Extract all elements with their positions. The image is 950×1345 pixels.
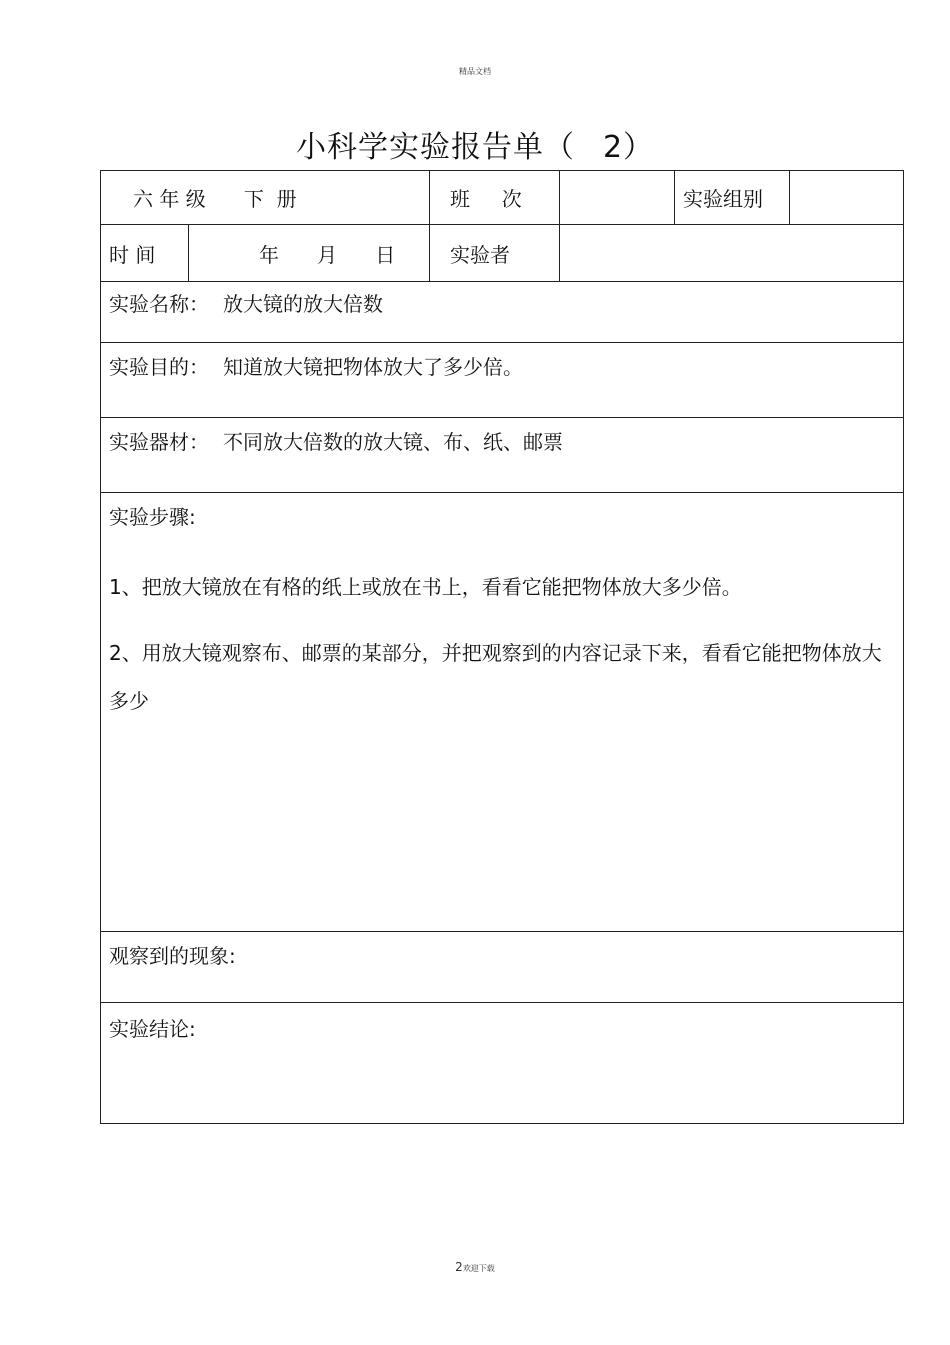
group-value-field[interactable] — [790, 171, 904, 225]
phenomenon-label: 观察到的现象: — [109, 944, 236, 968]
group-label: 实验组别 — [675, 171, 790, 225]
experiment-steps — [101, 493, 903, 725]
experiment-steps-row — [101, 493, 904, 932]
conclusion-row — [101, 1003, 904, 1124]
title-number: 2） — [602, 130, 655, 165]
experiment-purpose — [101, 343, 903, 379]
title-text: 小科学实验报告单（ — [295, 130, 575, 165]
step-2: 2、用放大镜观察布、邮票的某部分，并把观察到的内容记录下来，看看它能把物体放大多少 — [109, 641, 882, 713]
footer-text: 欢迎下载 — [462, 1264, 495, 1273]
page-title — [0, 122, 950, 166]
experiment-name-label: 实验名称： — [109, 292, 209, 316]
experiment-name-value: 放大镜的放大倍数 — [223, 292, 383, 316]
material-value: 不同放大倍数的放大镜、布、纸、邮票 — [223, 430, 563, 454]
material-label: 实验器材： — [109, 430, 209, 454]
footer-page-number: 2 — [455, 1260, 463, 1274]
time-row — [101, 225, 904, 282]
steps-label: 实验步骤: — [109, 505, 196, 529]
step-1: 1、把放大镜放在有格的纸上或放在书上，看看它能把物体放大多少倍。 — [109, 575, 742, 599]
class-label: 班 次 — [430, 171, 560, 225]
purpose-value: 知道放大镜把物体放大了多少倍。 — [223, 355, 523, 379]
experimenter-field[interactable] — [560, 225, 904, 282]
experiment-name-row — [101, 282, 904, 343]
experiment-material-row — [101, 418, 904, 493]
report-sheet — [100, 170, 903, 1124]
report-table — [100, 170, 904, 1124]
phenomenon-row — [101, 932, 904, 1003]
conclusion-label: 实验结论: — [109, 1017, 196, 1041]
experiment-name — [101, 282, 903, 316]
class-value-field[interactable] — [560, 171, 675, 225]
purpose-label: 实验目的： — [109, 355, 209, 379]
grade-cell: 六 年 级 下 册 — [101, 171, 430, 225]
experiment-material — [101, 418, 903, 454]
date-field[interactable]: 年 月 日 — [189, 225, 430, 282]
grade-row — [101, 171, 904, 225]
header-note: 精品文档 — [459, 67, 491, 76]
experimenter-label: 实验者 — [430, 225, 560, 282]
footer-note — [0, 1260, 950, 1274]
experiment-purpose-row — [101, 343, 904, 418]
time-label: 时 间 — [101, 225, 189, 282]
